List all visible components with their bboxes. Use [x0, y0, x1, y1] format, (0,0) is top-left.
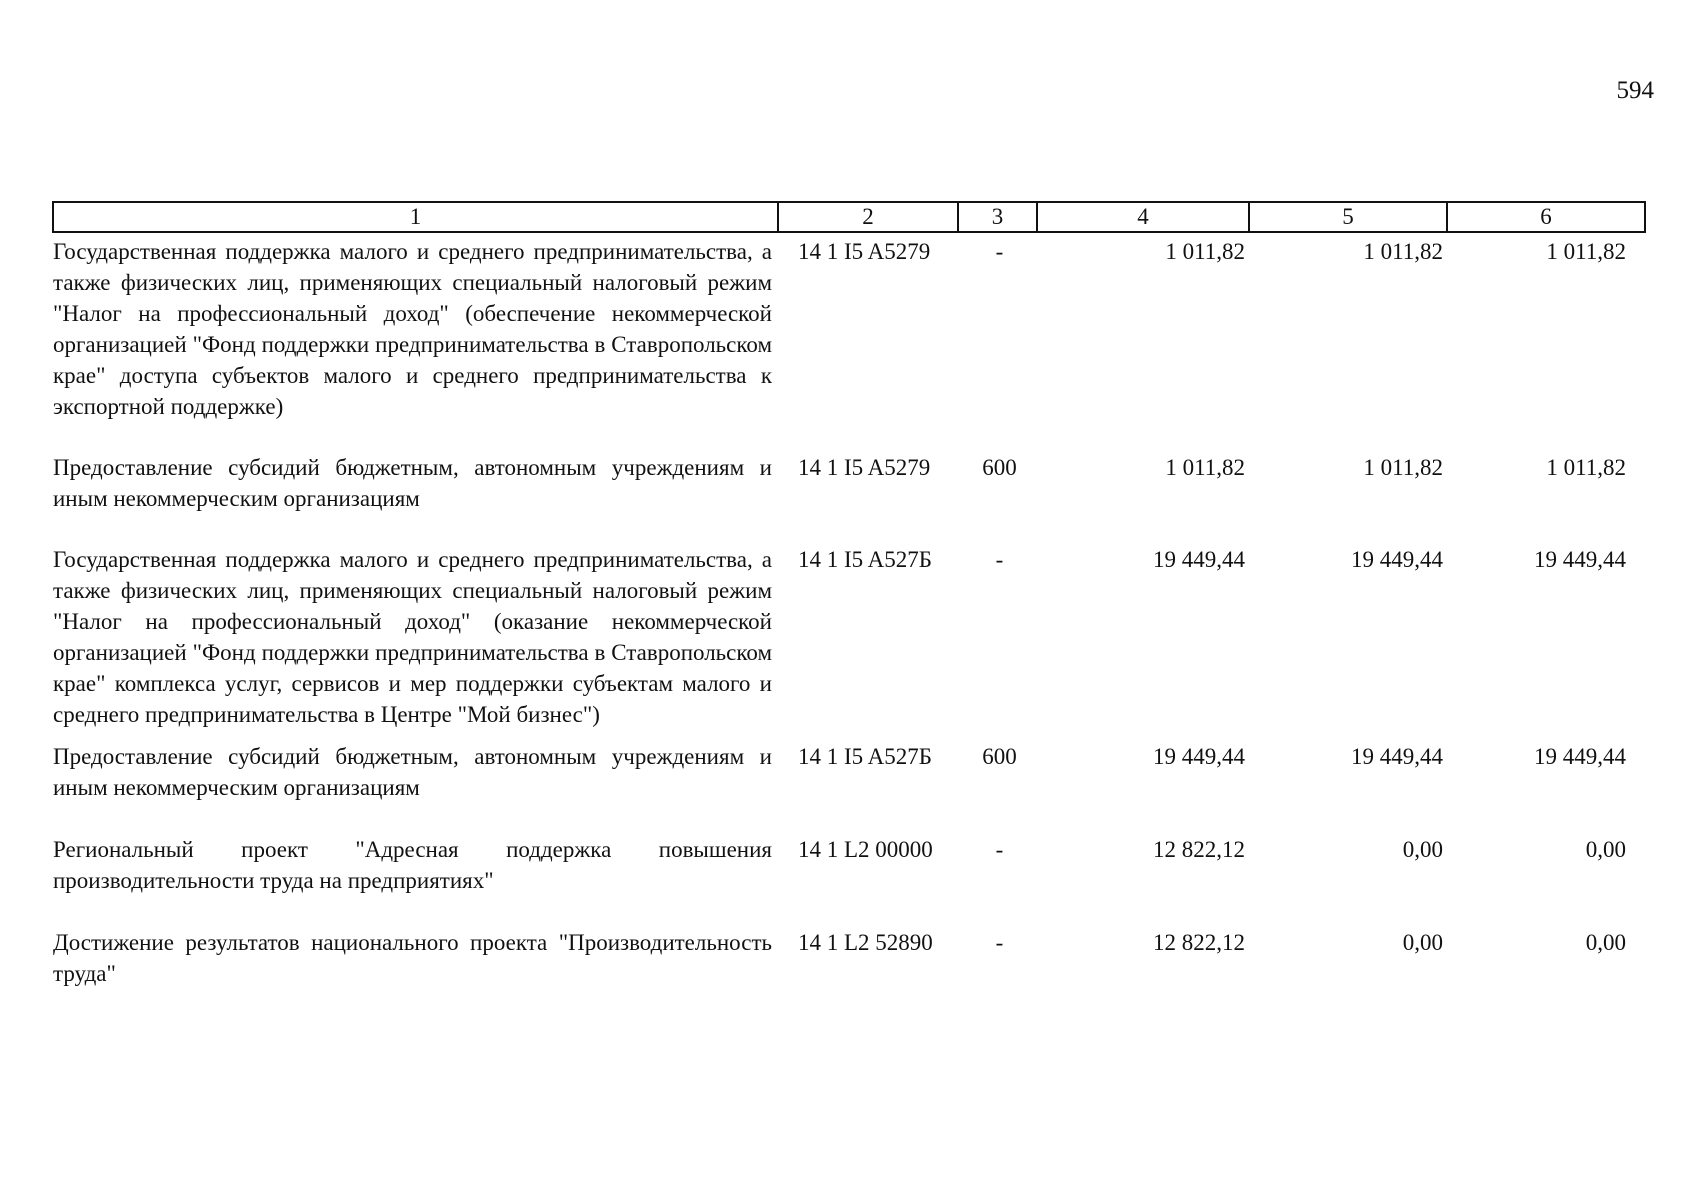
table-row: [53, 232, 1645, 452]
row-value-col5: 19 449,44: [1351, 547, 1443, 572]
row-code: 14 1 L2 00000: [798, 837, 933, 862]
table-body: [53, 232, 1645, 989]
row-value-col4: 1 011,82: [1165, 455, 1245, 480]
table-header: [53, 202, 1645, 232]
row-name: Государственная поддержка малого и среднего предпринимательства, а также физических лиц, применяющих специальный налоговый режим "Налог на профессиональный доход" (обеспечение некоммерческой организацией "Фонд поддержки предпринимательства в Ставропольском крае" доступа субъектов малого и среднего предпринимательства к экспортной поддержке): [53, 239, 772, 419]
row-code: 14 1 I5 A5279: [798, 239, 931, 264]
header-cell-6: 6: [1447, 202, 1645, 232]
row-expense-type: -: [995, 837, 1004, 862]
row-value-col5: 19 449,44: [1351, 744, 1443, 769]
header-cell-2: 2: [778, 202, 958, 232]
row-value-col4: 19 449,44: [1153, 744, 1245, 769]
table-row: [53, 741, 1645, 834]
budget-table: [52, 201, 1646, 989]
row-value-col5: 0,00: [1402, 837, 1443, 862]
row-expense-type: -: [995, 930, 1004, 955]
row-value-col5: 0,00: [1402, 930, 1443, 955]
header-cell-4: 4: [1037, 202, 1249, 232]
row-value-col5: 1 011,82: [1363, 455, 1443, 480]
row-value-col6: 0,00: [1585, 930, 1626, 955]
row-code: 14 1 I5 A527Б: [798, 547, 932, 572]
row-value-col4: 12 822,12: [1153, 837, 1245, 862]
row-code: 14 1 I5 A5279: [798, 455, 931, 480]
header-cell-5: 5: [1249, 202, 1447, 232]
table-row: [53, 834, 1645, 927]
row-value-col6: 19 449,44: [1534, 744, 1626, 769]
row-value-col6: 19 449,44: [1534, 547, 1626, 572]
header-cell-1: 1: [53, 202, 778, 232]
header-row: [53, 202, 1645, 232]
row-expense-type: 600: [982, 455, 1017, 480]
row-code: 14 1 I5 A527Б: [798, 744, 932, 769]
row-expense-type: 600: [982, 744, 1017, 769]
table-row: [53, 452, 1645, 544]
row-name: Государственная поддержка малого и среднего предпринимательства, а также физических лиц, применяющих специальный налоговый режим "Налог на профессиональный доход" (оказание некоммерческой организацией "Фонд поддержки предпринимательства в Ставропольском крае" комплекса услуг, сервисов и мер поддержки субъектам малого и среднего предпринимательства в Центре "Мой бизнес"): [53, 547, 772, 727]
row-value-col4: 1 011,82: [1165, 239, 1245, 264]
row-name: Региональный проект "Адресная поддержка повышения производительности труда на предприятиях": [53, 837, 772, 893]
table-row: [53, 544, 1645, 741]
row-expense-type: -: [995, 239, 1004, 264]
row-value-col6: 1 011,82: [1546, 455, 1626, 480]
row-value-col6: 0,00: [1585, 837, 1626, 862]
header-cell-3: 3: [958, 202, 1037, 232]
row-value-col4: 12 822,12: [1153, 930, 1245, 955]
row-value-col4: 19 449,44: [1153, 547, 1245, 572]
row-name: Достижение результатов национального проекта "Производительность труда": [53, 930, 772, 986]
page-number: 594: [1616, 77, 1654, 104]
row-expense-type: -: [995, 547, 1004, 572]
row-code: 14 1 L2 52890: [798, 930, 933, 955]
table-row: [53, 927, 1645, 989]
row-value-col6: 1 011,82: [1546, 239, 1626, 264]
row-name: Предоставление субсидий бюджетным, автономным учреждениям и иным некоммерческим организациям: [53, 744, 772, 800]
row-value-col5: 1 011,82: [1363, 239, 1443, 264]
row-name: Предоставление субсидий бюджетным, автономным учреждениям и иным некоммерческим организациям: [53, 455, 772, 511]
